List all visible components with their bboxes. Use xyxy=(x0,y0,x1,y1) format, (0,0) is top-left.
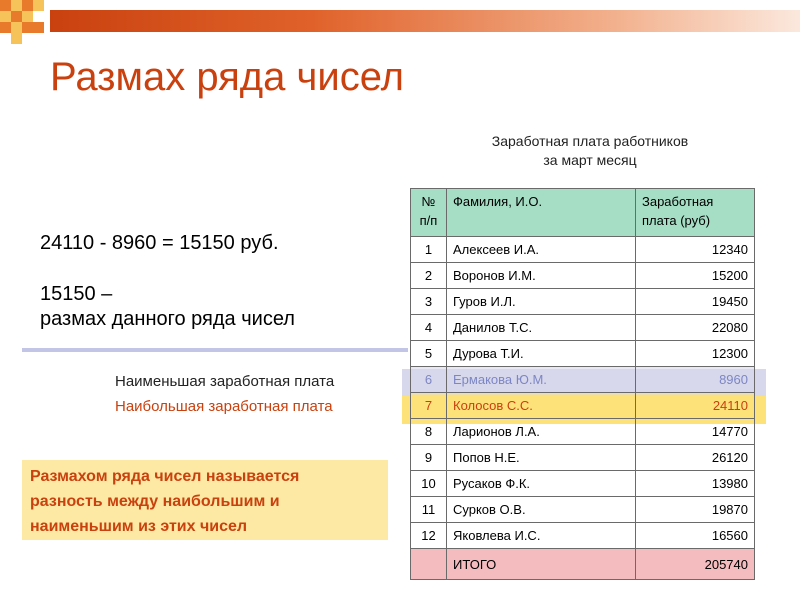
min-salary-label: Наименьшая заработная плата xyxy=(115,373,335,390)
table-row-max xyxy=(411,393,755,419)
table-row xyxy=(411,523,755,549)
definition-line: наименьшим из этих чисел xyxy=(30,518,248,535)
decor-square xyxy=(33,22,44,33)
table-caption-line: за март месяц xyxy=(543,152,637,168)
cell-name: Данилов Т.С. xyxy=(447,315,636,341)
header-name: Фамилия, И.О. xyxy=(447,189,636,237)
total-label: ИТОГО xyxy=(447,549,636,580)
cell-salary: 8960 xyxy=(636,367,755,393)
cell-num: 12 xyxy=(411,523,447,549)
cell-name: Сурков О.В. xyxy=(447,497,636,523)
cell-name: Воронов И.М. xyxy=(447,263,636,289)
salary-table xyxy=(410,188,755,580)
cell-num: 11 xyxy=(411,497,447,523)
cell-num: 7 xyxy=(411,393,447,419)
cell-name: Дурова Т.И. xyxy=(447,341,636,367)
range-result xyxy=(40,282,295,332)
table-header-row xyxy=(411,189,755,237)
cell-salary: 15200 xyxy=(636,263,755,289)
cell-salary: 19870 xyxy=(636,497,755,523)
cell-num: 2 xyxy=(411,263,447,289)
definition-line: Размахом ряда чисел называется xyxy=(30,468,300,485)
table-row xyxy=(411,471,755,497)
decor-square xyxy=(22,0,33,11)
table-row xyxy=(411,315,755,341)
cell-name: Гуров И.Л. xyxy=(447,289,636,315)
cell-num: 10 xyxy=(411,471,447,497)
cell-salary: 13980 xyxy=(636,471,755,497)
decor-square xyxy=(11,33,22,44)
cell-name: Яковлева И.С. xyxy=(447,523,636,549)
decor-square xyxy=(22,11,33,22)
cell-salary: 26120 xyxy=(636,445,755,471)
header-gradient-bar xyxy=(50,10,800,32)
decor-square xyxy=(0,22,11,33)
table-row xyxy=(411,289,755,315)
decor-square xyxy=(11,11,22,22)
table-row xyxy=(411,263,755,289)
table-row xyxy=(411,341,755,367)
cell-name: Ермакова Ю.М. xyxy=(447,367,636,393)
cell-salary: 14770 xyxy=(636,419,755,445)
cell-name: Колосов С.С. xyxy=(447,393,636,419)
definition-line: разность между наибольшим и xyxy=(30,493,280,510)
decor-square xyxy=(22,22,33,33)
decor-square xyxy=(33,0,44,11)
header-salary-line: Заработная xyxy=(642,194,714,209)
decor-square xyxy=(11,22,22,33)
cell-name: Алексеев И.А. xyxy=(447,237,636,263)
cell-name: Ларионов Л.А. xyxy=(447,419,636,445)
table-caption-line: Заработная плата работников xyxy=(491,133,689,149)
header-salary xyxy=(636,189,755,237)
cell-num: 6 xyxy=(411,367,447,393)
header-num-line: п/п xyxy=(419,213,438,228)
cell-num: 3 xyxy=(411,289,447,315)
decor-square xyxy=(0,0,11,11)
range-result-line: 15150 – xyxy=(40,283,113,305)
definition-box xyxy=(22,460,388,540)
cell-salary: 19450 xyxy=(636,289,755,315)
cell-salary: 12340 xyxy=(636,237,755,263)
header-num xyxy=(411,189,447,237)
cell-num: 5 xyxy=(411,341,447,367)
decor-square xyxy=(11,0,22,11)
cell-salary: 16560 xyxy=(636,523,755,549)
cell-salary: 24110 xyxy=(636,393,755,419)
header-num-line: № xyxy=(421,194,436,209)
range-result-line: размах данного ряда чисел xyxy=(40,308,295,330)
cell-salary: 22080 xyxy=(636,315,755,341)
cell-num: 8 xyxy=(411,419,447,445)
max-salary-label: Наибольшая заработная плата xyxy=(115,398,333,415)
table-row xyxy=(411,237,755,263)
slide-title: Размах ряда чисел xyxy=(50,55,404,99)
decor-square xyxy=(0,11,11,22)
table-row xyxy=(411,445,755,471)
underline-divider xyxy=(22,348,408,352)
cell-num: 4 xyxy=(411,315,447,341)
cell-name: Русаков Ф.К. xyxy=(447,471,636,497)
table-caption xyxy=(440,132,740,170)
table-row xyxy=(411,497,755,523)
total-value: 205740 xyxy=(636,549,755,580)
cell-num: 1 xyxy=(411,237,447,263)
cell-num: 9 xyxy=(411,445,447,471)
table-row xyxy=(411,419,755,445)
table-total-row xyxy=(411,549,755,580)
header-salary-line: плата (руб) xyxy=(642,213,711,228)
cell-salary: 12300 xyxy=(636,341,755,367)
table-row-min xyxy=(411,367,755,393)
cell-name: Попов Н.Е. xyxy=(447,445,636,471)
cell-num-empty xyxy=(411,549,447,580)
range-formula: 24110 - 8960 = 15150 руб. xyxy=(40,232,279,254)
